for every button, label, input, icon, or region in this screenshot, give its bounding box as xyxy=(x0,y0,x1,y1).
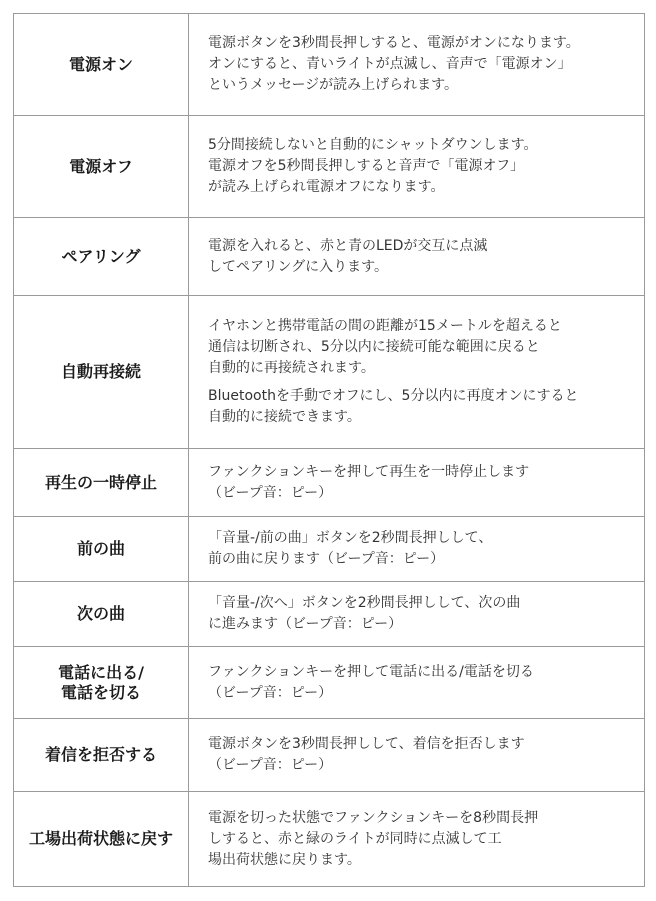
description-line: 電源ボタンを3秒間長押しして、着信を拒否します xyxy=(208,736,525,752)
description-line: （ビープ音：ピー） xyxy=(208,757,333,773)
description-cell xyxy=(189,218,645,296)
description-cell xyxy=(189,449,645,517)
table-row xyxy=(14,218,645,296)
feature-cell xyxy=(14,296,189,449)
feature-name: 電話に出る/ xyxy=(58,662,144,682)
table-row xyxy=(14,14,645,116)
function-table-body xyxy=(14,14,645,887)
feature-name: 自動再接続 xyxy=(60,362,141,381)
description-cell xyxy=(189,116,645,218)
feature-cell xyxy=(14,449,189,517)
description-paragraph xyxy=(208,236,640,278)
description-cell xyxy=(189,582,645,647)
feature-cell xyxy=(14,647,189,719)
table-row xyxy=(14,449,645,517)
description-line: 電源を切った状態でファンクションキーを8秒間長押 xyxy=(208,809,539,826)
description-paragraph xyxy=(208,593,640,635)
feature-cell xyxy=(14,719,189,792)
description-line: に進みます（ビープ音：ピー） xyxy=(208,616,403,632)
feature-name: 着信を拒否する xyxy=(44,745,157,764)
table-row xyxy=(14,296,645,449)
description-cell xyxy=(189,647,645,719)
description-line: 5分間接続しないと自動的にシャットダウンします。 xyxy=(208,137,538,153)
function-table xyxy=(13,13,645,887)
description-line: が読み上げられ電源オフになります。 xyxy=(208,179,445,195)
description-cell xyxy=(189,719,645,792)
feature-name: 電源オン xyxy=(68,54,133,74)
table-row xyxy=(14,517,645,582)
feature-cell xyxy=(14,116,189,218)
feature-name: ペアリング xyxy=(61,246,141,266)
description-line: 電源ボタンを3秒間長押しすると、電源がオンになります。 xyxy=(208,35,580,51)
feature-cell xyxy=(14,517,189,582)
description-line: イヤホンと携帯電話の間の距離が15メートルを超えると xyxy=(208,318,562,334)
description-paragraph xyxy=(208,135,640,198)
description-paragraph xyxy=(208,316,640,379)
feature-cell xyxy=(14,792,189,887)
feature-name: 次の曲 xyxy=(76,604,125,623)
feature-cell xyxy=(14,14,189,116)
feature-name: 前の曲 xyxy=(76,539,125,558)
description-line: 電源を入れると、赤と青のLEDが交互に点滅 xyxy=(208,237,488,254)
feature-name: 電源オフ xyxy=(69,156,133,176)
description-cell xyxy=(189,517,645,582)
table-row xyxy=(14,792,645,887)
description-line: 「音量-/前の曲」ボタンを2秒間長押しして、 xyxy=(208,530,493,546)
description-line: （ビープ音：ピー） xyxy=(208,684,333,701)
description-line: ファンクションキーを押して電話に出る/電話を切る xyxy=(208,663,534,680)
description-paragraph xyxy=(208,808,640,871)
description-paragraph xyxy=(208,462,640,504)
table-row xyxy=(14,647,645,719)
description-line: 自動的に接続できます。 xyxy=(208,409,361,425)
description-line: というメッセージが読み上げられます。 xyxy=(208,77,459,93)
description-cell xyxy=(189,792,645,887)
feature-name: 電話を切る xyxy=(60,682,141,702)
feature-cell xyxy=(14,582,189,647)
description-line: しすると、赤と緑のライトが同時に点滅して工 xyxy=(208,830,502,847)
table-row xyxy=(14,719,645,792)
table-row xyxy=(14,582,645,647)
description-paragraph xyxy=(208,386,640,428)
description-line: 「音量-/次へ」ボタンを2秒間長押しして、次の曲 xyxy=(208,595,521,611)
description-line: してペアリングに入ります。 xyxy=(208,258,389,275)
description-line: 場出荷状態に戻ります。 xyxy=(208,851,361,868)
feature-cell xyxy=(14,218,189,296)
feature-name: 再生の一時停止 xyxy=(44,472,157,492)
description-line: 自動的に再接続されます。 xyxy=(208,360,375,376)
description-line: ファンクションキーを押して再生を一時停止します xyxy=(208,463,530,480)
description-paragraph xyxy=(208,33,640,96)
description-paragraph xyxy=(208,528,640,570)
description-line: 通信は切断され、5分以内に接続可能な範囲に戻ると xyxy=(208,339,540,355)
description-line: オンにすると、青いライトが点滅し、音声で「電源オン」 xyxy=(208,56,572,72)
description-line: 電源オフを5秒間長押しすると音声で「電源オフ」 xyxy=(208,158,525,174)
description-paragraph xyxy=(208,662,640,704)
description-line: Bluetoothを手動でオフにし、5分以内に再度オンにすると xyxy=(208,388,579,404)
table-row xyxy=(14,116,645,218)
feature-name: 工場出荷状態に戻す xyxy=(28,829,173,848)
description-cell xyxy=(189,14,645,116)
description-cell xyxy=(189,296,645,449)
description-paragraph xyxy=(208,734,640,776)
description-line: （ビープ音：ピー） xyxy=(208,484,333,501)
description-line: 前の曲に戻ります（ビープ音：ピー） xyxy=(208,551,445,567)
